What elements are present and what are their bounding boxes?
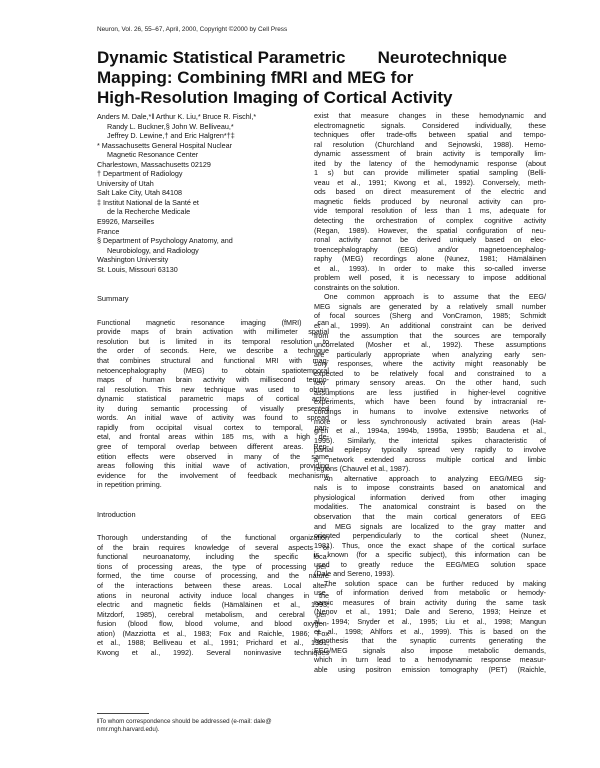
- text-line: use of information derived from metabolic or hemody-: [314, 588, 546, 598]
- text-line: ation) (Mazziotta et al., 1983; Fox and Raichle, 1986; Fox: [97, 628, 329, 638]
- text-line: ods based on direct measurement of the electric and: [314, 187, 546, 197]
- paragraph: [314, 292, 546, 473]
- text-line: fusion (blood flow, blood volume, and blood oxygen-: [97, 619, 329, 629]
- affiliation-line: ‡ Institut National de la Santé et: [97, 197, 199, 207]
- text-line: cordings in humans to involve extensive networks of: [314, 406, 546, 416]
- text-line: Mitzdorf, 1985), cerebral metabolism, and cerebral per-: [97, 609, 329, 619]
- affiliation-line: St. Louis, Missouri 63130: [97, 264, 178, 274]
- text-line: troencephalography (EEG) and/or magnetoencephalog-: [314, 244, 546, 254]
- text-line: of the interactions between these areas. Local alter-: [97, 580, 329, 590]
- text-line: 1 s) but can provide millimeter spatial sampling (Belli-: [314, 168, 546, 178]
- author-line: Randy L. Buckner,§ John W. Belliveau,*: [107, 121, 234, 131]
- text-line: detecting the orchestration of complex cognitive activity: [314, 216, 546, 226]
- text-line: EEG/MEG signals also impose metabolic demands,: [314, 645, 546, 655]
- text-line: electric and magnetic fields (Hämäläinen et al., 1993;: [97, 600, 329, 610]
- text-line: and MEG signals are localized to the gray matter and: [314, 521, 546, 531]
- text-line: etition effects were observed in many of the same: [97, 451, 329, 461]
- text-line: words. An initial wave of activity was found to spread: [97, 413, 329, 423]
- affiliation-line: de la Recherche Medicale: [107, 207, 191, 217]
- text-line: ity during semantic processing of visually presented: [97, 403, 329, 413]
- summary-heading: Summary: [97, 294, 129, 304]
- text-line: One common approach is to assume that the EEG/: [324, 292, 546, 302]
- text-line: that combines structural and functional MRI with mag-: [97, 356, 329, 366]
- title-line-1: [97, 48, 507, 68]
- text-line: raphy (MEG) recordings alone (Nunez, 1981; Hämäläinen: [314, 254, 546, 264]
- author-line: Anders M. Dale,*‖ Arthur K. Liu,* Bruce R. Fischl,*: [97, 112, 257, 121]
- text-line: few primary sensory areas. On the other hand, such: [314, 378, 546, 388]
- text-line: hypothesis that the synaptic currents generating the: [314, 636, 546, 646]
- text-line: physiological information derived from other imaging: [314, 492, 546, 502]
- text-line: ral resolution (Churchland and Sejnowski, 1988). Hemo-: [314, 139, 546, 149]
- footnote-divider: [97, 713, 149, 714]
- footnote-line: ‖To whom correspondence should be addressed (e-mail: dale@: [97, 718, 272, 725]
- text-line: netoencephalography (MEG) to obtain spatiotemporal: [97, 365, 329, 375]
- correspondence-footnote: [97, 718, 329, 734]
- right-column: [314, 111, 546, 674]
- text-line: more or less synchronously activated brain areas (Hal-: [314, 416, 546, 426]
- text-line: in repetition priming.: [97, 480, 162, 490]
- affiliation-line: E9926, Marseilles: [97, 217, 155, 227]
- text-line: etal, and frontal areas within 185 ms, with a high de-: [97, 432, 329, 442]
- paragraph: [314, 579, 546, 674]
- text-line: ited by the latency of the hemodynamic response (about: [314, 158, 546, 168]
- text-line: An alternative approach to analyzing EEG/MEG sig-: [324, 473, 546, 483]
- text-line: et al., 1988; Belliveau et al., 1991; Prichard et al., 1991;: [97, 638, 329, 648]
- summary-body: [97, 318, 329, 490]
- text-line: al., 1994; Snyder et al., 1995; Liu et al., 1998; Mangun: [314, 616, 546, 626]
- text-line: (Dale and Sereno, 1993).: [314, 569, 395, 579]
- text-line: the order of seconds. Here, we describe a technique: [97, 346, 329, 356]
- affiliation-line: § Department of Psychology Anatomy, and: [97, 236, 233, 246]
- text-line: regions (Chauvel et al., 1987).: [314, 464, 411, 474]
- text-line: areas following this initial wave of activation, providing: [97, 461, 329, 471]
- text-line: veau et al., 1991; Kwong et al., 1992). Conversely, meth-: [314, 177, 546, 187]
- affiliation-line: Neurobiology, and Radiology: [107, 245, 199, 255]
- text-line: used to greatly reduce the EEG/MEG solution space: [314, 559, 546, 569]
- text-line: functional neuroanatomy, including the specific loca-: [97, 552, 329, 562]
- journal-citation: Neuron, Vol. 26, 55–67, April, 2000, Copyright ©2000 by Cell Press: [97, 26, 288, 33]
- text-line: MEG signals are generated by a relatively small number: [314, 301, 546, 311]
- text-line: a network extended across multiple cortical and limbic: [314, 454, 546, 464]
- text-line: formed, the time course of processing, and the nature: [97, 571, 329, 581]
- introduction-body: [97, 533, 329, 657]
- text-line: from the assumption that the sources are temporally: [314, 330, 546, 340]
- text-line: ronal activity cannot be derived uniquely based on elec-: [314, 235, 546, 245]
- text-line: tions of processing areas, the type of processing per-: [97, 561, 329, 571]
- text-line: et al., 1993). In order to make this so-called inverse: [314, 263, 546, 273]
- text-line: namic measures of brain activity during the same task: [314, 597, 546, 607]
- text-line: oriented perpendicularly to the cortical sheet (Nunez,: [314, 531, 546, 541]
- text-line: are particularly appropriate when analyzing early sen-: [314, 349, 546, 359]
- text-line: of focal sources (Sherg and VonCramon, 1985; Schmidt: [314, 311, 546, 321]
- left-column: [97, 112, 329, 657]
- text-line: dynamic assessment of brain activity is temporally lim-: [314, 149, 546, 159]
- text-line: ral resolution. This new technique was used to obtain: [97, 384, 329, 394]
- affiliation-list: [97, 141, 329, 275]
- text-line: resolution but is limited in its temporal resolution to: [97, 336, 329, 346]
- paragraph: [314, 111, 546, 292]
- text-line: et al., 1999). An additional constraint can be derived: [314, 321, 546, 331]
- text-line: evidence for the involvement of feedback mechanisms: [97, 470, 329, 480]
- title-line-3: High-Resolution Imaging of Cortical Activity: [97, 88, 453, 107]
- article-title: [97, 48, 537, 108]
- text-line: which in turn lead to a hemodynamic response measur-: [314, 655, 546, 665]
- text-line: The solution space can be further reduced by making: [324, 578, 546, 588]
- affiliation-line: University of Utah: [97, 178, 154, 188]
- text-line: gren et al., 1994a, 1994b, 1995a, 1995b; Baudena et al.,: [314, 426, 546, 436]
- text-line: (Nenov et al., 1991; Dale and Sereno, 1993; Heinze et: [314, 607, 546, 617]
- text-line: sory responses, where the activity might reasonably be: [314, 359, 546, 369]
- text-line: 1981). Thus, once the exact shape of the cortical surface: [314, 540, 546, 550]
- text-line: 1995). Similarly, the interictal spikes characteristic of: [314, 435, 546, 445]
- affiliation-line: Charlestown, Massachusetts 02129: [97, 159, 211, 169]
- text-line: (Regan, 1989). However, the spatial configuration of neu-: [314, 225, 546, 235]
- author-list: [97, 112, 329, 141]
- text-line: electromagnetic signals. Considered individually, these: [314, 120, 546, 130]
- text-line: partial epilepsy typically spread very rapidly to involve: [314, 445, 546, 455]
- affiliation-line: * Massachusetts General Hospital Nuclear: [97, 140, 233, 150]
- text-line: of the brain requires knowledge of several aspects of: [97, 542, 329, 552]
- text-line: provide maps of brain activation with millimeter spatial: [97, 327, 329, 337]
- footnote-line: nmr.mgh.harvard.edu).: [97, 726, 160, 733]
- author-line: Jeffrey D. Lewine,† and Eric Halgren*†‡: [107, 131, 235, 141]
- text-line: gree of temporal overlap between different areas. Rep-: [97, 441, 329, 451]
- text-line: assumptions are less justified in higher-level cognitive: [314, 387, 546, 397]
- text-line: experiments, which have been found by intracranial re-: [314, 397, 546, 407]
- text-line: expected to be relatively focal and constrained to a: [314, 368, 546, 378]
- text-line: vide temporal resolution of less than 1 ms, adequate for: [314, 206, 546, 216]
- text-line: rapidly from occipital visual cortex to temporal, pari-: [97, 422, 329, 432]
- text-line: exist that measure changes in these hemodynamic and: [314, 111, 546, 120]
- text-line: nals is to impose constraints based on anatomical and: [314, 483, 546, 493]
- affiliation-line: † Department of Radiology: [97, 169, 183, 179]
- title-line-1-left: Dynamic Statistical Parametric: [97, 48, 346, 67]
- paragraph: [314, 474, 546, 579]
- text-line: ations in neuronal activity induce local changes in the: [97, 590, 329, 600]
- text-line: Thorough understanding of the functional organization: [97, 533, 329, 543]
- text-line: techniques offer trade-offs between spatial and tempo-: [314, 130, 546, 140]
- text-line: observation that the main cortical generators of EEG: [314, 511, 546, 521]
- title-line-2: Mapping: Combining fMRI and MEG for: [97, 68, 414, 87]
- text-line: constraints on the solution.: [314, 282, 400, 292]
- text-line: is known (for a specific subject), this information can be: [314, 550, 546, 560]
- text-line: modalities. The anatomical constraint is based on the: [314, 502, 546, 512]
- text-line: Kwong et al., 1992). Several noninvasive techniques: [97, 647, 329, 657]
- text-line: problem well posed, it is necessary to impose additional: [314, 273, 546, 283]
- introduction-heading: Introduction: [97, 509, 136, 519]
- affiliation-line: Magnetic Resonance Center: [107, 150, 199, 160]
- text-line: et al., 1998; Ahlfors et al., 1999). This is based on the: [314, 626, 546, 636]
- affiliation-line: Salt Lake City, Utah 84108: [97, 188, 182, 198]
- section-label: Neurotechnique: [377, 48, 507, 67]
- text-line: magnetic fields produced by neuronal activity can pro-: [314, 196, 546, 206]
- text-line: dynamic statistical parametric maps of cortical activ-: [97, 394, 329, 404]
- text-line: Functional magnetic resonance imaging (fMRI) can: [97, 317, 329, 327]
- affiliation-line: France: [97, 226, 120, 236]
- affiliation-line: Washington University: [97, 255, 169, 265]
- text-line: able using positron emission tomography (PET) (Raichle,: [314, 664, 546, 674]
- text-line: maps of human brain activity with millisecond tempo-: [97, 375, 329, 385]
- text-line: uncorrelated (Mosher et al., 1992). These assumptions: [314, 340, 546, 350]
